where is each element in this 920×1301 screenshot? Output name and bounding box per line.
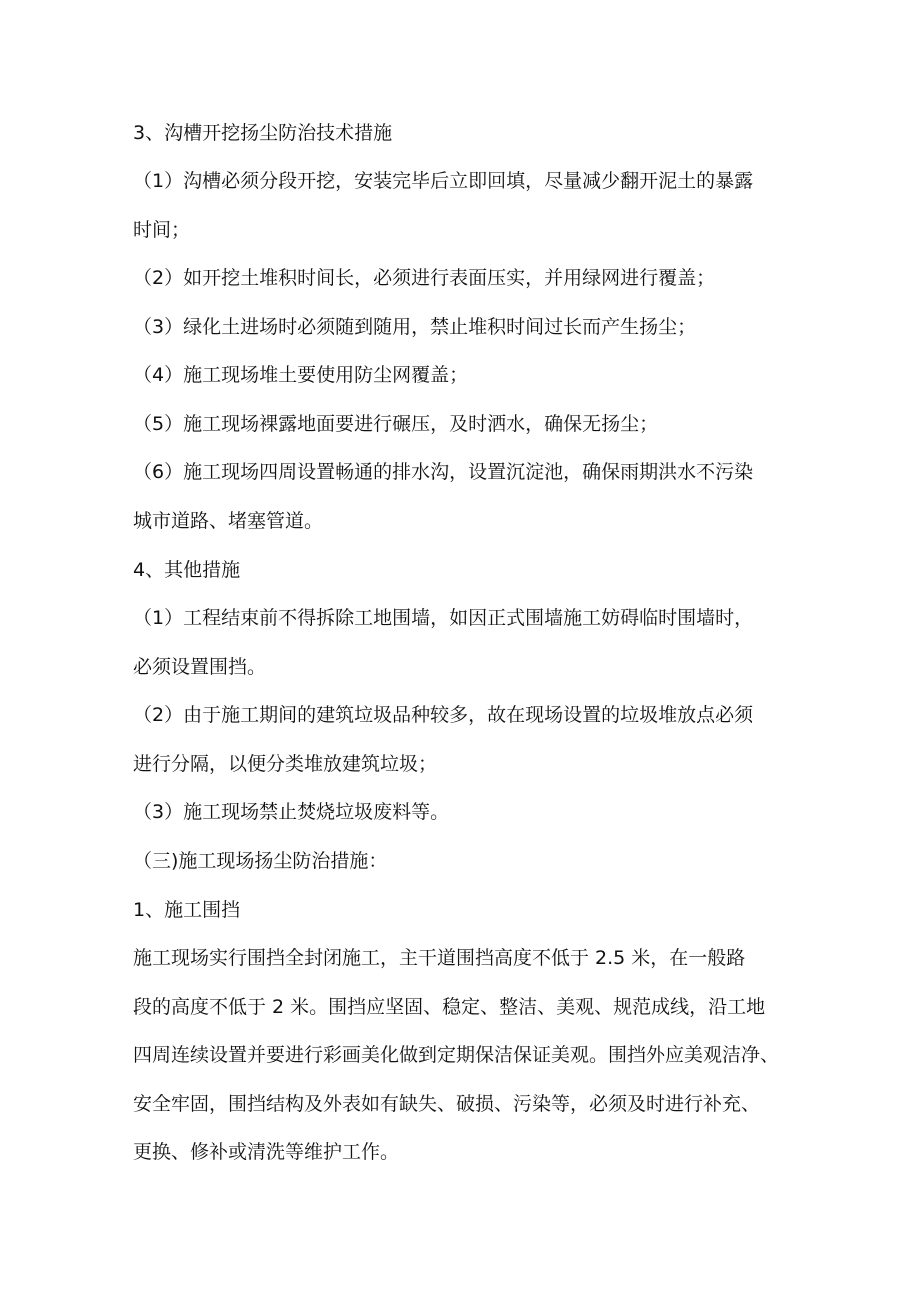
list-item-3-4: （4）施工现场堆土要使用防尘网覆盖； [133,364,469,386]
list-item-3-3: （3）绿化土进场时必须随到随用，禁止堆积时间过长而产生扬尘； [133,316,697,338]
list-item-4-1: （1）工程结束前不得拆除工地围墙，如因正式围墙施工妨碍临时围墙时， [133,607,754,629]
list-item-4-2-cont: 进行分隔，以便分类堆放建筑垃圾； [133,753,438,775]
list-item-3-1: （1）沟槽必须分段开挖，安装完毕后立即回填，尽量减少翻开泥土的暴露 [133,170,754,192]
heading-section-3: 3、沟槽开挖扬尘防治技术措施 [133,122,393,144]
heading-part-3: （三)施工现场扬尘防治措施： [133,850,388,872]
heading-section-4: 4、其他措施 [133,559,241,581]
list-item-3-6: （6）施工现场四周设置畅通的排水沟，设置沉淀池，确保雨期洪水不污染 [133,461,754,483]
paragraph-line-3: 四周连续设置并要进行彩画美化做到定期保洁保证美观。围挡外应美观洁净、 [133,1044,780,1066]
list-item-4-3: （3）施工现场禁止焚烧垃圾废料等。 [133,801,450,823]
paragraph-line-2: 段的高度不低于 2 米。围挡应坚固、稳定、整洁、美观、规范成线，沿工地 [133,996,766,1018]
paragraph-line-5: 更换、修补或清洗等维护工作。 [133,1141,400,1163]
paragraph-line-4: 安全牢固，围挡结构及外表如有缺失、破损、污染等，必须及时进行补充、 [133,1093,761,1115]
list-item-3-1-cont: 时间； [133,219,191,241]
list-item-3-6-cont: 城市道路、堵塞管道。 [133,510,324,532]
list-item-4-2: （2）由于施工期间的建筑垃圾品种较多，故在现场设置的垃圾堆放点必须 [133,704,754,726]
list-item-4-1-cont: 必须设置围挡。 [133,656,267,678]
paragraph-line-1: 施工现场实行围挡全封闭施工，主干道围挡高度不低于 2.5 米，在一般路 [133,947,746,969]
heading-item-1: 1、施工围挡 [133,899,241,921]
list-item-3-5: （5）施工现场裸露地面要进行碾压，及时洒水，确保无扬尘； [133,413,659,435]
list-item-3-2: （2）如开挖土堆积时间长，必须进行表面压实，并用绿网进行覆盖； [133,267,716,289]
